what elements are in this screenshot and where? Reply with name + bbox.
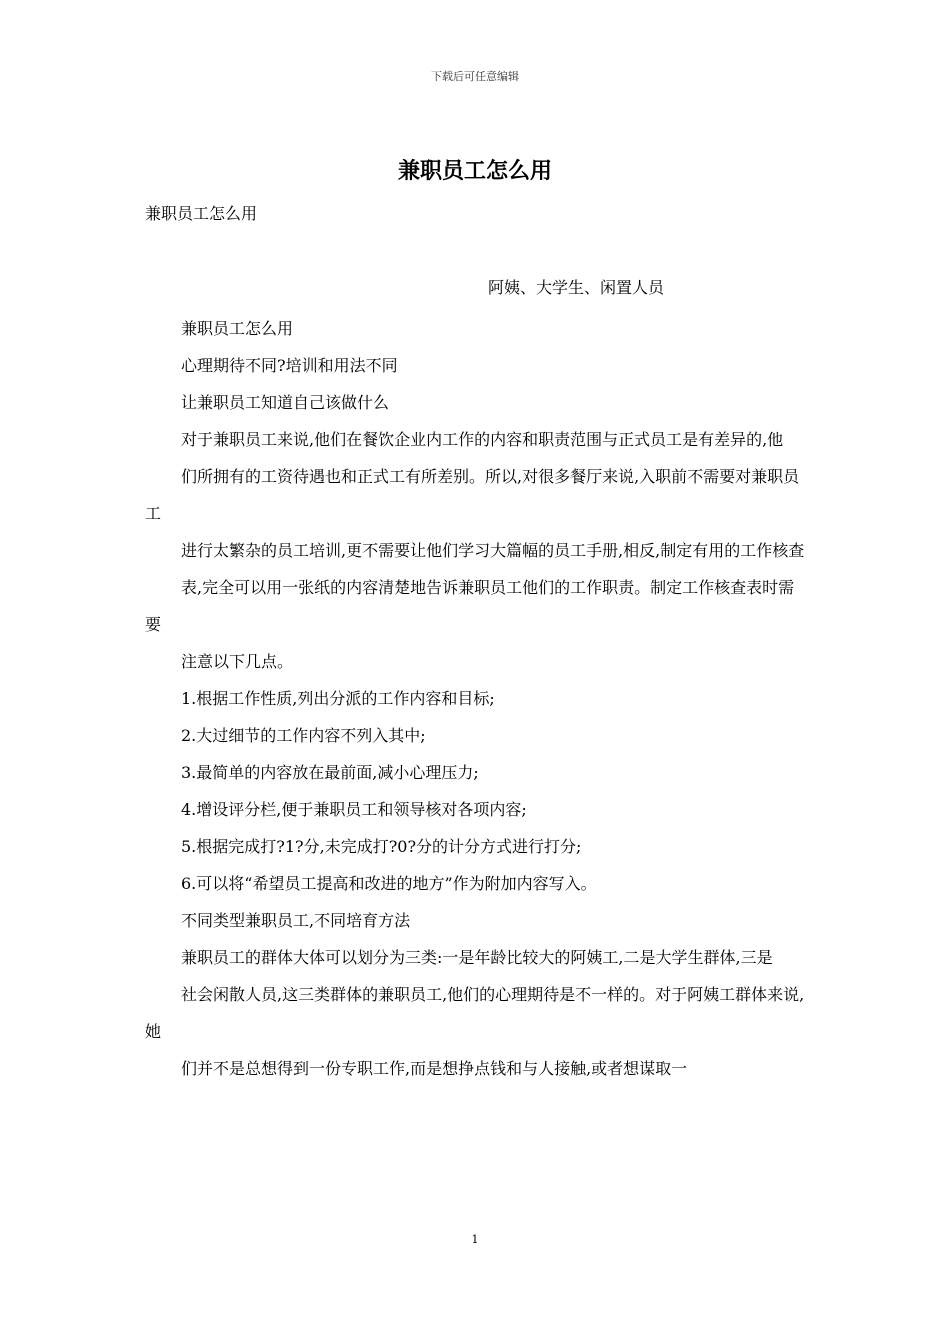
paragraph: 兼职员工怎么用: [181, 319, 294, 338]
paragraph: 让兼职员工知道自己该做什么: [181, 393, 390, 412]
list-item: 1.根据工作性质,列出分派的工作内容和目标;: [181, 689, 495, 708]
list-item: 5.根据完成打?1?分,未完成打?0?分的计分方式进行打分;: [181, 837, 582, 856]
list-item: 6.可以将“希望员工提高和改进的地方”作为附加内容写入。: [181, 874, 597, 893]
list-item: 3.最简单的内容放在最前面,减小心理压力;: [181, 763, 479, 782]
paragraph: 不同类型兼职员工,不同培育方法: [181, 911, 411, 930]
page-number: 1: [471, 1233, 479, 1246]
paragraph: 进行太繁杂的员工培训,更不需要让他们学习大篇幅的员工手册,相反,制定有用的工作核查: [181, 541, 805, 560]
header-note: 下载后可任意编辑: [431, 70, 519, 83]
document-body: [145, 310, 807, 1087]
paragraph: 注意以下几点。: [181, 652, 294, 671]
byline: 阿姨、大学生、闲置人员: [488, 278, 665, 297]
paragraph: 兼职员工的群体大体可以划分为三类:一是年龄比较大的阿姨工,二是大学生群体,三是: [181, 948, 773, 967]
document-title: 兼职员工怎么用: [397, 158, 552, 184]
paragraph: 社会闲散人员,这三类群体的兼职员工,他们的心理期待是不一样的。对于阿姨工群体来说,她: [145, 985, 805, 1041]
document-subtitle: 兼职员工怎么用: [145, 204, 258, 223]
paragraph: 们所拥有的工资待遇也和正式工有所差别。所以,对很多餐厅来说,入职前不需要对兼职员工: [145, 467, 800, 523]
paragraph: 心理期待不同?培训和用法不同: [181, 356, 398, 375]
paragraph: 表,完全可以用一张纸的内容清楚地告诉兼职员工他们的工作职责。制定工作核查表时需要: [145, 578, 795, 634]
paragraph: 们并不是总想得到一份专职工作,而是想挣点钱和与人接触,或者想谋取一: [181, 1059, 688, 1078]
list-item: 4.增设评分栏,便于兼职员工和领导核对各项内容;: [181, 800, 527, 819]
paragraph: 对于兼职员工来说,他们在餐饮企业内工作的内容和职责范围与正式员工是有差异的,他: [181, 430, 784, 449]
list-item: 2.大过细节的工作内容不列入其中;: [181, 726, 426, 745]
